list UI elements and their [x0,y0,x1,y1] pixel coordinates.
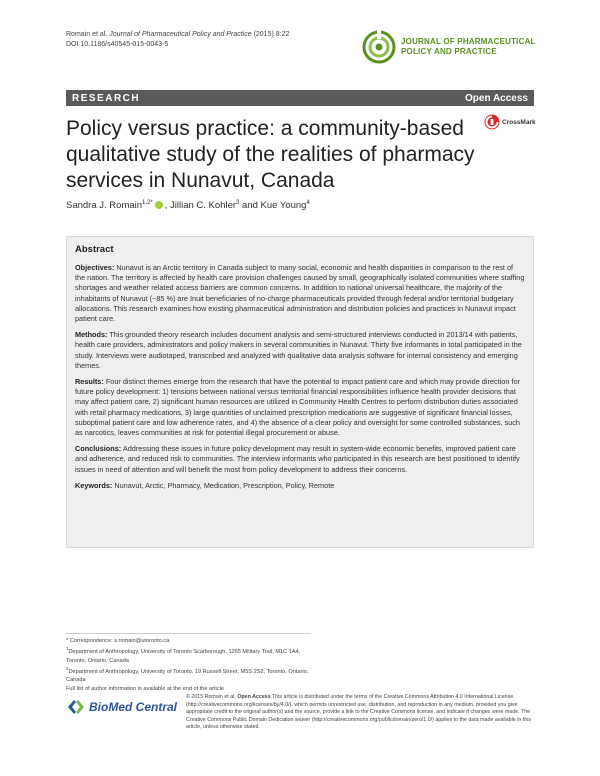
journal-logo[interactable] [362,30,536,64]
biomed-central-logo-icon [66,698,86,716]
keywords-label: Keywords: [75,480,113,490]
affiliation-2 [66,665,311,685]
crossmark-label: CrossMark [502,118,536,126]
results-label: Results: [75,377,104,387]
abstract-methods [75,330,525,371]
copyright: © 2015 Romain et al. [186,694,238,700]
article-title: Policy versus practice: a community-based qualitative study of the realities of pharmacy services in Nunavut, Canada [66,117,475,192]
author-name[interactable]: , Jillian C. Kohler [164,200,237,212]
author-name[interactable]: Sandra J. Romain [66,200,143,212]
author-list [66,200,310,211]
crossmark-badge[interactable] [484,114,536,130]
author-affiliation-sup: 1,2* [142,200,153,206]
license-statement [186,694,534,732]
abstract-objectives [75,263,525,324]
running-head-journal: Journal of Pharmaceutical Policy and Practice [109,31,252,38]
abstract-conclusions [75,444,525,475]
conclusions-text: Addressing these issues in future policy development may result in system-wide economic benefits, improved patient care and adherence, and reduced risk to communities. The interview informants who participated in this research are best positioned to identify issues in need of attention and will benefit the most from policy development to address their concerns. [75,444,520,474]
conclusions-label: Conclusions: [75,444,122,454]
author-info-note: Full list of author information is available at the end of the article [66,685,224,692]
results-text: Four distinct themes emerge from the research that have the potential to impact patient care and which may provide direction for future policy development: 1) tensions between national versus territorial financial responsibilities influence health provider decisions that may affect patient care, 2) significant human resources are utilized in Community Health Centres to perform distribution duties associated with retail pharmacy medications, 3) large quantities of unclaimed prescription medications are suggestive of significant financial losses, suboptimal patient care and low adherence rates, and 4) the absence of a clear policy and oversight for some controlled substances, such as narcotics, leaves communities at risk for potential illegal procurement or abuse. [75,377,520,438]
keywords-text: Nunavut, Arctic, Pharmacy, Medication, Prescription, Policy, Remote [114,480,335,490]
abstract-results [75,377,525,438]
abstract-keywords [75,481,525,491]
objectives-label: Objectives: [75,263,115,272]
affiliation-1 [66,645,311,665]
publisher-name: BioMed Central [89,700,178,714]
license-open-access: Open Access [237,694,271,700]
jopp-logo-icon [362,30,396,64]
author-affiliation-sup: 4 [306,200,310,206]
running-head-authors: Romain et al. [66,31,108,38]
article-type: RESEARCH [72,92,141,104]
methods-label: Methods: [75,330,108,340]
license-text: This article is distributed under the terms of the Creative Commons Attribution 4.0 International License (http://creativecommons.org/licenses/by/4.0/), which permits unrestricted use, distribution, and reproduction in any medium, provided you give appropriate credit to the original author(s) and the source, provide a link to the Creative Commons license, and indicate if changes were made. The Creative Commons Public Domain Dedication waiver (http://creativecommons.org/publicdomain/zero/1.0/) applies to the data made available in this article, unless otherwise stated. [186,694,532,731]
crossmark-icon [484,114,500,130]
open-access-label: Open Access [465,92,528,104]
objectives-text: Nunavut is an Arctic territory in Canada subject to many social, economic and health disparities in comparison to the rest of the nation. The territory is affected by health care provision challenges caused by small, geographically isolated communities where staffing shortages and weather related access barriers are common concerns. In addition to national universal healthcare, the majority of the inhabitants of Nunavut (~85 %) are Inuit beneficiaries of no-charge pharmaceuticals provided through federal and/or territorial budgetary allocations. This research examines how existing pharmaceutical administration and distribution policies and practices in Nunavut impact patient care. [75,263,525,324]
footnotes [66,633,311,693]
correspondence[interactable]: * Correspondence: s.romain@utoronto.ca [66,638,170,644]
orcid-icon[interactable] [155,201,163,209]
running-head [66,30,289,50]
author-name[interactable]: and Kue Young [239,200,307,212]
journal-name-line2: POLICY AND PRACTICE [401,47,497,56]
publisher-logo[interactable] [66,698,177,716]
affiliation-text: Department of Anthropology, University of Toronto, 19 Russell Street, M5S 2S2, Toronto, Ontario, Canada [66,668,309,684]
abstract-heading: Abstract [75,244,114,255]
affiliation-sup: 1 [66,646,69,652]
affiliation-sup: 2 [66,666,69,672]
affiliation-text: Department of Anthropology, University of Toronto Scarborough, 1265 Military Trail, M1C 1A4, Toronto, Ontario, Canada [66,649,301,664]
author-affiliation-sup: 3 [236,200,240,206]
journal-name-line1: JOURNAL OF PHARMACEUTICAL [401,37,536,46]
doi: DOI 10.1186/s40545-015-0043-5 [66,41,169,48]
methods-text: This grounded theory research includes document analysis and semi-structured interviews conducted in 2013/14 with patients, health care providers, administrators and policy makers in several communities in Nunavut. Thirty five informants in total participated in the study. Interviews were audiotaped, transcribed and analyzed with qualitative data analysis software for internal consistency and emerging themes. [75,330,522,370]
running-head-volume: (2015) 8:22 [253,31,290,38]
abstract-box [66,236,534,548]
article-type-banner [66,90,534,106]
